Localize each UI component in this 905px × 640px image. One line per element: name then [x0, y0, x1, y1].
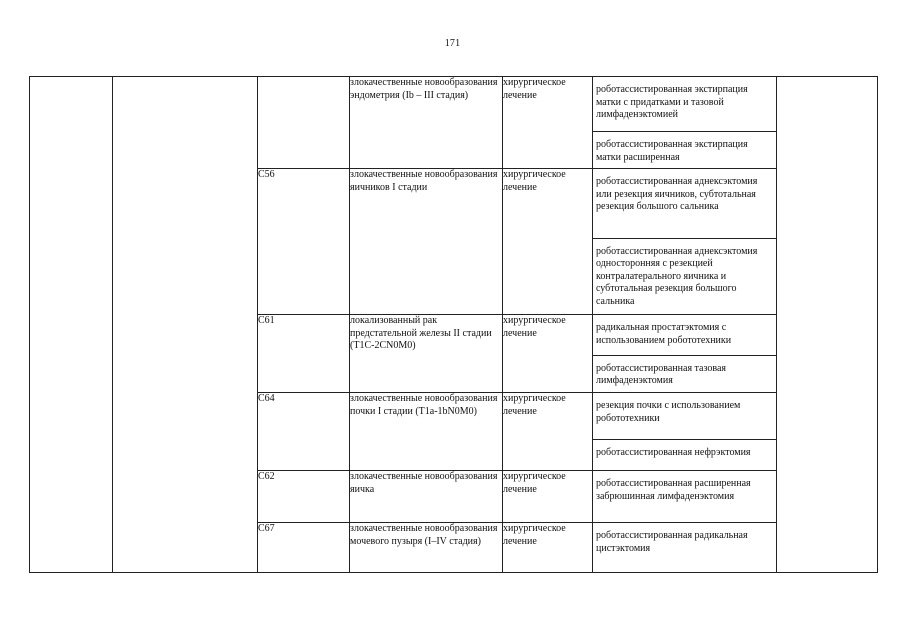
treatment-type: хирургическое лечение — [503, 471, 593, 523]
method-cell — [593, 169, 777, 315]
treatment-type: хирургическое лечение — [503, 523, 593, 573]
method-cell — [593, 315, 777, 393]
method-cell — [593, 523, 777, 573]
treatment-method: роботассистированная экстирпация матки расширенная — [593, 131, 776, 168]
diagnosis-code: С61 — [258, 315, 350, 393]
diagnosis-text: злокачественные новообразования почки I стадии (T1a-1bN0M0) — [350, 393, 503, 471]
treatment-method: роботассистированная аднексэктомия или резекция яичников, субтотальная резекция большого сальника — [596, 176, 758, 212]
method-cell — [593, 393, 777, 471]
page-number: 171 — [444, 38, 461, 49]
treatment-method: роботассистированная расширенная забрюшинная лимфаденэктомия — [596, 478, 751, 502]
treatment-method: роботассистированная тазовая лимфаденэктомия — [593, 355, 776, 393]
blank-column-last — [777, 77, 878, 573]
treatment-type: хирургическое лечение — [503, 169, 593, 315]
diagnosis-text: злокачественные новообразования яичка — [350, 471, 503, 523]
table-body — [30, 77, 878, 573]
diagnosis-text: локализованный рак предстательной железы II стадии (T1C-2CN0M0) — [350, 315, 503, 393]
treatment-type: хирургическое лечение — [503, 393, 593, 471]
diagnosis-code: С62 — [258, 471, 350, 523]
blank-column-2 — [113, 77, 258, 573]
treatment-method: радикальная простатэктомия с использованием робототехники — [596, 322, 732, 346]
treatment-method: роботассистированная радикальная цистэктомия — [596, 530, 748, 554]
diagnosis-code — [258, 77, 350, 169]
method-cell — [593, 471, 777, 523]
diagnosis-text: злокачественные новообразования эндометрия (Ib – III стадия) — [350, 77, 503, 169]
diagnosis-text: злокачественные новообразования яичников I стадии — [350, 169, 503, 315]
blank-column-1 — [30, 77, 113, 573]
table-row — [30, 77, 878, 169]
diagnosis-text: злокачественные новообразования мочевого пузыря (I–IV стадия) — [350, 523, 503, 573]
treatment-method: роботассистированная нефрэктомия — [593, 439, 776, 470]
diagnosis-code: С67 — [258, 523, 350, 573]
medical-care-table — [29, 76, 878, 573]
diagnosis-code: С56 — [258, 169, 350, 315]
treatment-type: хирургическое лечение — [503, 315, 593, 393]
treatment-method: роботассистированная экстирпация матки с придатками и тазовой лимфаденэктомией — [596, 84, 748, 120]
treatment-method: роботассистированная аднексэктомия односторонняя с резекцией контралатерального яичника и субтотальная резекция большого сальника — [593, 238, 776, 314]
method-cell — [593, 77, 777, 169]
treatment-method: резекция почки с использованием робототехники — [596, 400, 741, 424]
diagnosis-code: С64 — [258, 393, 350, 471]
treatment-type: хирургическое лечение — [503, 77, 593, 169]
